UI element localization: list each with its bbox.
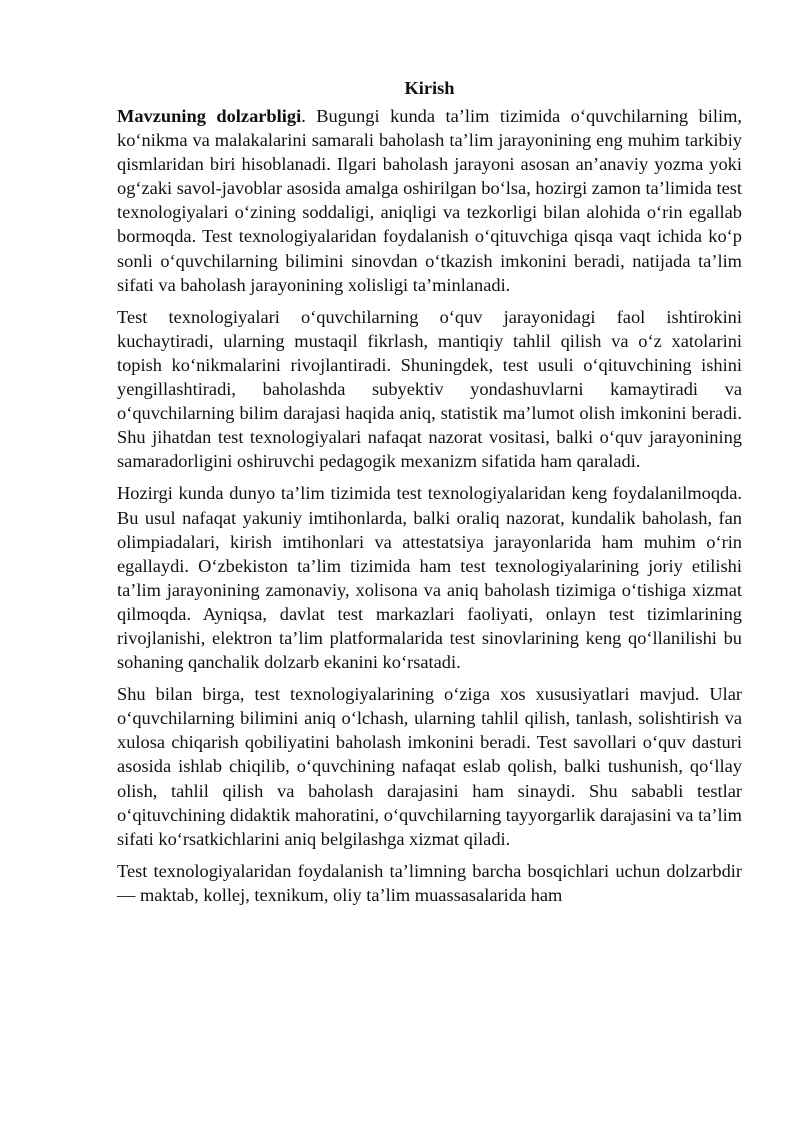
paragraph-text: . Bugungi kunda ta’lim tizimida o‘quvchilarning bilim, ko‘nikma va malakalarini samarali baholash ta’lim jarayonining eng muhim tarkibiy qismlaridan biri hisoblanadi. Ilgari baholash jarayoni asosan an’anaviy yozma yoki og‘zaki savol-javoblar asosida amalga oshirilgan bo‘lsa, hozirgi zamon ta’limida test texnologiyalari o‘zining soddaligi, aniqligi va tezkorligi bilan alohida o‘rin egallab bormoqda. Test texnologiyalaridan foydalanish o‘qituvchiga qisqa vaqt ichida ko‘p sonli o‘quvchilarning bilimini sinovdan o‘tkazish imkonini beradi, natijada ta’lim sifati va baholash jarayonining xolisligi ta’minlanadi.: [117, 106, 742, 295]
paragraph: Shu bilan birga, test texnologiyalarining o‘ziga xos xususiyatlari mavjud. Ular o‘quvchilarning bilimini aniq o‘lchash, ularning tahlil qilish, tanlash, solishtirish va xulosa chiqarish qobiliyatini baholash imkonini beradi. Test savollari o‘quv dasturi asosida ishlab chiqilib, o‘quvchining nafaqat eslab qolish, balki tushunish, qo‘llay olish, tahlil qilish va baholash darajasini ham sinaydi. Shu sababli testlar o‘qituvchining didaktik mahoratini, o‘quvchilarning tayyorgarlik darajasini va ta’lim sifati ko‘rsatkichlarini aniq belgilashga xizmat qiladi.: [117, 684, 742, 849]
lead-term: Mavzuning dolzarbligi: [117, 106, 302, 126]
document-page: [117, 76, 742, 915]
paragraph: Test texnologiyalaridan foydalanish ta’limning barcha bosqichlari uchun dolzarbdir — maktab, kollej, texnikum, oliy ta’lim muassasalarida ham: [117, 860, 742, 905]
paragraph-relevance: [117, 104, 742, 297]
paragraph: Test texnologiyalari o‘quvchilarning o‘quv jarayonidagi faol ishtirokini kuchaytiradi, ularning mustaqil fikrlash, mantiqiy tahlil qilish va o‘z xatolarini topish ko‘nikmalarini rivojlantiradi. Shuningdek, test usuli o‘qituvchining ishini yengillashtiradi, baholashda subyektiv yondashuvlarni kamaytiradi va o‘quvchilarning bilim darajasi haqida aniq, statistik ma’lumot olish imkonini beradi. Shu jihatdan test texnologiyalari nafaqat nazorat vositasi, balki o‘quv jarayonining samaradorligini oshiruvchi pedagogik mexanizm sifatida ham qaraladi.: [117, 306, 742, 472]
section-title: Kirish: [404, 78, 455, 98]
paragraph: Hozirgi kunda dunyo ta’lim tizimida test texnologiyalaridan keng foydalanilmoqda. Bu usul nafaqat yakuniy imtihonlarda, balki oraliq nazorat, kundalik baholash, fan olimpiadalari, kirish imtihonlari va attestatsiya jarayonlarida ham muhim o‘rin egallaydi. O‘zbekiston ta’lim tizimida ham test texnologiyalarining joriy etilishi ta’lim jarayonining zamonaviy, xolisona va aniq baholash tizimiga o‘tishiga xizmat qilmoqda. Ayniqsa, davlat test markazlari faoliyati, onlayn test tizimlarining rivojlanishi, elektron ta’lim platformalarida test sinovlarining keng qo‘llanilishi bu sohaning qanchalik dolzarb ekanini ko‘rsatadi.: [117, 483, 742, 673]
